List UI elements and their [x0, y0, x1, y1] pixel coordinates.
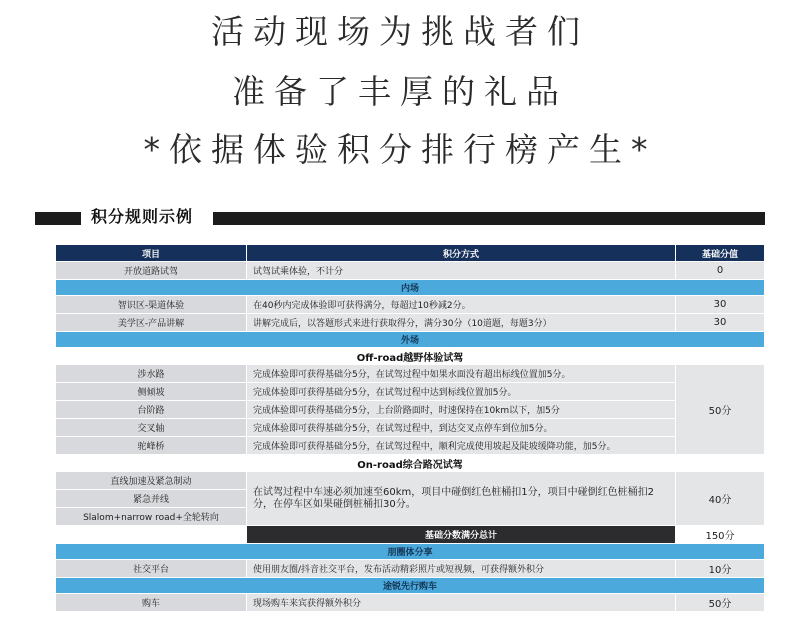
total-spacer: [56, 526, 247, 544]
table-header-row: [56, 245, 765, 262]
row-method: 在40秒内完成体验即可获得满分，每超过10秒减2分。: [247, 296, 676, 314]
row-method: 完成体验即可获得基础分5分，上台阶路面时，时速保持在10km以下，加5分: [247, 401, 676, 419]
total-value: 150分: [676, 526, 765, 544]
table-row: [56, 437, 765, 455]
group-label: 途锐先行购车: [56, 578, 765, 594]
group-row-outer: [56, 332, 765, 348]
row-item: 涉水路: [56, 365, 247, 383]
row-method: 使用朋友圈/抖音社交平台，发布活动精彩照片或短视频，可获得额外积分: [247, 560, 676, 578]
table-row: [56, 401, 765, 419]
row-item: 侧倾坡: [56, 383, 247, 401]
onroad-method: 在试驾过程中车速必须加速至60km，项目中碰倒红色桩桶扣1分，项目中碰倒红色桩桶扣2分，在停车区如果碰倒桩桶扣30分。: [247, 472, 676, 526]
row-item: 驼峰桥: [56, 437, 247, 455]
row-method: 完成体验即可获得基础分5分，在试驾过程中如果水面没有超出标线位置加5分。: [247, 365, 676, 383]
subgroup-label: On-road综合路况试驾: [56, 455, 765, 472]
header-method: 积分方式: [247, 245, 676, 262]
scoring-rules-table: [55, 244, 765, 612]
row-score: 30: [676, 314, 765, 332]
subgroup-row-offroad: [56, 348, 765, 365]
table-row: [56, 560, 765, 578]
headline-line-3: *依据体验积分排行榜产生*: [143, 130, 657, 169]
section-bar-left: [35, 212, 81, 225]
row-item: 社交平台: [56, 560, 247, 578]
row-item: 美学区-产品讲解: [56, 314, 247, 332]
row-item: 开放道路试驾: [56, 262, 247, 280]
row-score: 0: [676, 262, 765, 280]
subgroup-label: Off-road越野体验试驾: [56, 348, 765, 365]
row-score: 10分: [676, 560, 765, 578]
row-method: 完成体验即可获得基础分5分，在试驾过程中，到达交叉点停车到位加5分。: [247, 419, 676, 437]
row-method: 讲解完成后，以答题形式来进行获取得分，满分30分（10道题，每题3分）: [247, 314, 676, 332]
group-row-share: [56, 544, 765, 560]
row-item: 台阶路: [56, 401, 247, 419]
table-row: [56, 594, 765, 612]
group-label: 内场: [56, 280, 765, 296]
section-header: [35, 203, 765, 229]
header-item: 项目: [56, 245, 247, 262]
group-label: 朋圈体分享: [56, 544, 765, 560]
table-row: [56, 383, 765, 401]
row-score: 50分: [676, 594, 765, 612]
table-row: [56, 314, 765, 332]
row-method: 试驾试乘体验，不计分: [247, 262, 676, 280]
total-row: [56, 526, 765, 544]
row-score: 30: [676, 296, 765, 314]
section-bar-right: [213, 212, 765, 225]
table-row: [56, 472, 765, 490]
table-row: [56, 296, 765, 314]
group-row-inner: [56, 280, 765, 296]
row-method: 完成体验即可获得基础分5分，在试驾过程中，顺利完成使用坡起及陡坡缓降功能，加5分。: [247, 437, 676, 455]
row-item: 智识区-渠道体验: [56, 296, 247, 314]
row-method: 现场购车来宾获得额外积分: [247, 594, 676, 612]
table-row: [56, 262, 765, 280]
table-row: [56, 365, 765, 383]
row-method: 完成体验即可获得基础分5分，在试驾过程中达到标线位置加5分。: [247, 383, 676, 401]
row-item: 紧急并线: [56, 490, 247, 508]
headline-line-1: 活动现场为挑战者们: [211, 12, 589, 51]
table-row: [56, 419, 765, 437]
group-row-purchase: [56, 578, 765, 594]
row-item: 购车: [56, 594, 247, 612]
header-score: 基础分值: [676, 245, 765, 262]
total-label: 基础分数满分总计: [247, 526, 676, 544]
group-label: 外场: [56, 332, 765, 348]
section-title: 积分规则示例: [91, 207, 194, 226]
headline-line-2: 准备了丰厚的礼品: [232, 72, 568, 111]
row-item: Slalom+narrow road+全轮转向: [56, 508, 247, 526]
subgroup-row-onroad: [56, 455, 765, 472]
row-item: 直线加速及紧急制动: [56, 472, 247, 490]
row-item: 交叉轴: [56, 419, 247, 437]
onroad-score: 40分: [676, 472, 765, 526]
offroad-score: 50分: [676, 365, 765, 455]
